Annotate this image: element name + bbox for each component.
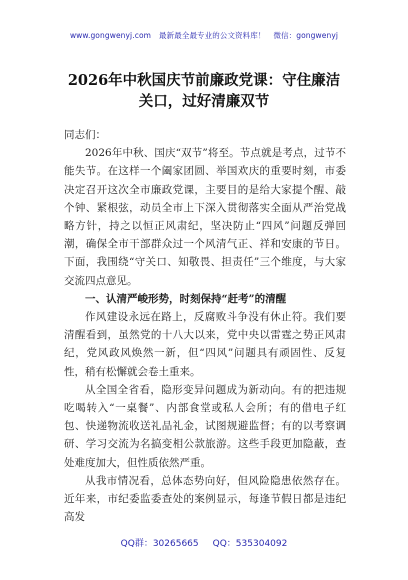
paragraph-intro: 2026年中秋、国庆“双节”将至。节点就是考点，过节不能失节。在这样一个阖家团圆、举国欢庆的重要时刻，市委决定召开这次全市廉政党课，主要目的是给大家提个醒、敲个钟、紧根弦，动员全市上下深入贯彻落实全面从严治党战略方针，持之以恒正风肃纪，坚决防止“四风”问题反弹回潮，确保全市干部群众过一个风清气正、祥和安康的节日。下面，我围绕“守关口、知敬畏、担责任”三个维度，与大家交流四点意见。 — [64, 147, 346, 287]
footer-qq: QQ：535304092 — [212, 539, 288, 549]
document-title — [40, 70, 368, 112]
header-site[interactable]: www.gongwenyj.com — [69, 31, 152, 40]
section-heading-1: 一、认清严峻形势，时刻保持“赶考”的清醒 — [85, 292, 287, 305]
paragraph-2: 作风建设永远在路上，反腐败斗争没有休止符。我们要清醒看到，虽然党的十八大以来，党中央以雷霆之势正风肃纪，党风政风焕然一新，但“四风”问题具有顽固性、反复性，稍有松懈就会卷土重来。 — [64, 311, 346, 378]
page-footer — [0, 536, 408, 549]
title-line-1: 2026年中秋国庆节前廉政党课：守住廉洁 — [67, 72, 341, 89]
paragraph-3: 从全国全省看，隐形变异问题成为新动向。有的把违规吃喝转入“一桌餐”、内部食堂或私人会所；有的借电子红包、快递物流收送礼品礼金，试图规避监督；有的以考察调研、学习交流为名搞变相公款旅游。这些手段更加隐蔽，查处难度加大，但性质依然严重。 — [64, 383, 346, 469]
page-header — [0, 30, 408, 41]
title-line-2: 关口，过好清廉双节 — [138, 93, 270, 110]
document-body — [64, 126, 346, 526]
header-wechat: 微信：gongwenyj — [273, 31, 339, 40]
footer-qq-group: QQ群：30265665 — [120, 539, 199, 549]
paragraph-4: 从我市情况看，总体态势向好，但风险隐患依然存在。近年来，市纪委监委查处的案例显示，每逢节假日都是违纪高发 — [64, 474, 346, 524]
salutation: 同志们： — [64, 129, 106, 141]
header-slogan: 最新最全最专业的公文资料库！ — [159, 31, 266, 40]
